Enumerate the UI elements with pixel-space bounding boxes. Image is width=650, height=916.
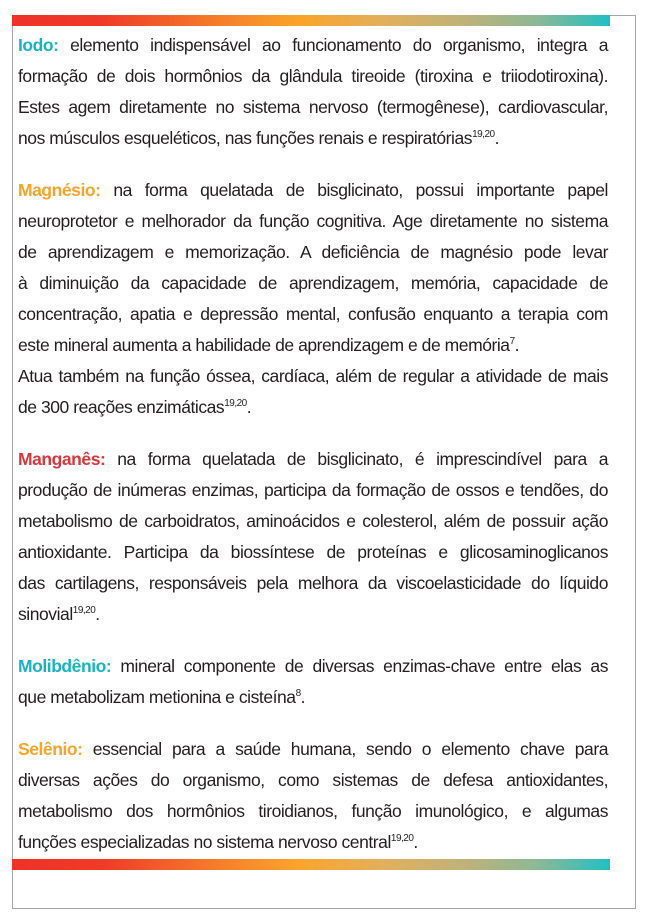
text-line: metabolismo de carboidratos, aminoácidos e colesterol, além de possuir ação	[18, 511, 608, 531]
reference-superscript: 19,20	[390, 833, 414, 844]
reference-superscript: 19,20	[224, 398, 247, 409]
heading-iodo: Iodo:	[18, 35, 59, 55]
text-line: diversas ações do organismo, como sistemas de defesa antioxidantes,	[18, 770, 608, 790]
text-line: Estes agem diretamente no sistema nervoso (termogênese), cardiovascular,	[18, 97, 608, 117]
reference-superscript: 8	[295, 688, 301, 699]
paragraph-iodo	[18, 30, 608, 154]
text-line: neuroprotetor e melhorador da função cognitiva. Age diretamente no sistema	[18, 211, 608, 231]
text-line: de 300 reações enzimáticas$^{19,20}$.	[18, 397, 252, 417]
reference-superscript: 19,20	[472, 129, 495, 140]
text-line: Atua também na função óssea, cardíaca, além de regular a atividade de mais	[18, 366, 608, 386]
heading-molibdenio: Molibdênio:	[18, 656, 112, 676]
text-line: concentração, apatia e depressão mental, confusão enquanto a terapia com	[18, 304, 608, 324]
text-line: que metabolizam metionina e cisteína$^8$.	[18, 687, 306, 707]
heading-magnesio: Magnésio:	[18, 180, 101, 200]
heading-selenio: Selênio:	[18, 739, 83, 759]
text-line: sinovial$^{19,20}$.	[18, 604, 100, 624]
minerals-text-block	[18, 30, 608, 879]
text-line: este mineral aumenta a habilidade de aprendizagem e de memória$^7$.	[18, 335, 520, 355]
text-line: funções especializadas no sistema nervoso central$^{19,20}$.	[18, 832, 418, 852]
gradient-bar-top	[12, 15, 610, 26]
text-line: Iodo: elemento indispensável ao funcionamento do organismo, integra a	[18, 35, 608, 55]
text-line: nos músculos esqueléticos, nas funções renais e respiratórias$^{19,20}$.	[18, 128, 500, 148]
text-line: formação de dois hormônios da glândula tireoide (tiroxina e triiodotiroxina).	[18, 66, 608, 86]
text-line: produção de inúmeras enzimas, participa da formação de ossos e tendões, do	[18, 480, 608, 500]
paragraph-selenio	[18, 734, 608, 858]
text-line: de aprendizagem e memorização. A deficiência de magnésio pode levar	[18, 242, 608, 262]
text-line: antioxidante. Participa da biossíntese de proteínas e glicosaminoglicanos	[18, 542, 608, 562]
gradient-bar-bottom	[12, 859, 610, 870]
text-line: Magnésio: na forma quelatada de bisglicinato, possui importante papel	[18, 180, 608, 200]
reference-superscript: 7	[509, 336, 515, 347]
paragraph-molibdenio	[18, 651, 608, 713]
reference-superscript: 19,20	[72, 605, 96, 616]
text-line: Selênio: essencial para a saúde humana, sendo o elemento chave para	[18, 739, 608, 759]
paragraph-magnesio	[18, 175, 608, 423]
heading-manganes: Manganês:	[18, 449, 106, 469]
text-line: das cartilagens, responsáveis pela melhora da viscoelasticidade do líquido	[18, 573, 608, 593]
paragraph-manganes	[18, 444, 608, 630]
text-line: Molibdênio: mineral componente de diversas enzimas-chave entre elas as	[18, 656, 608, 676]
text-line: Manganês: na forma quelatada de bisglicinato, é imprescindível para a	[18, 449, 608, 469]
text-line: à diminuição da capacidade de aprendizagem, memória, capacidade de	[18, 273, 608, 293]
text-line: metabolismo dos hormônios tiroidianos, função imunológico, e algumas	[18, 801, 608, 821]
